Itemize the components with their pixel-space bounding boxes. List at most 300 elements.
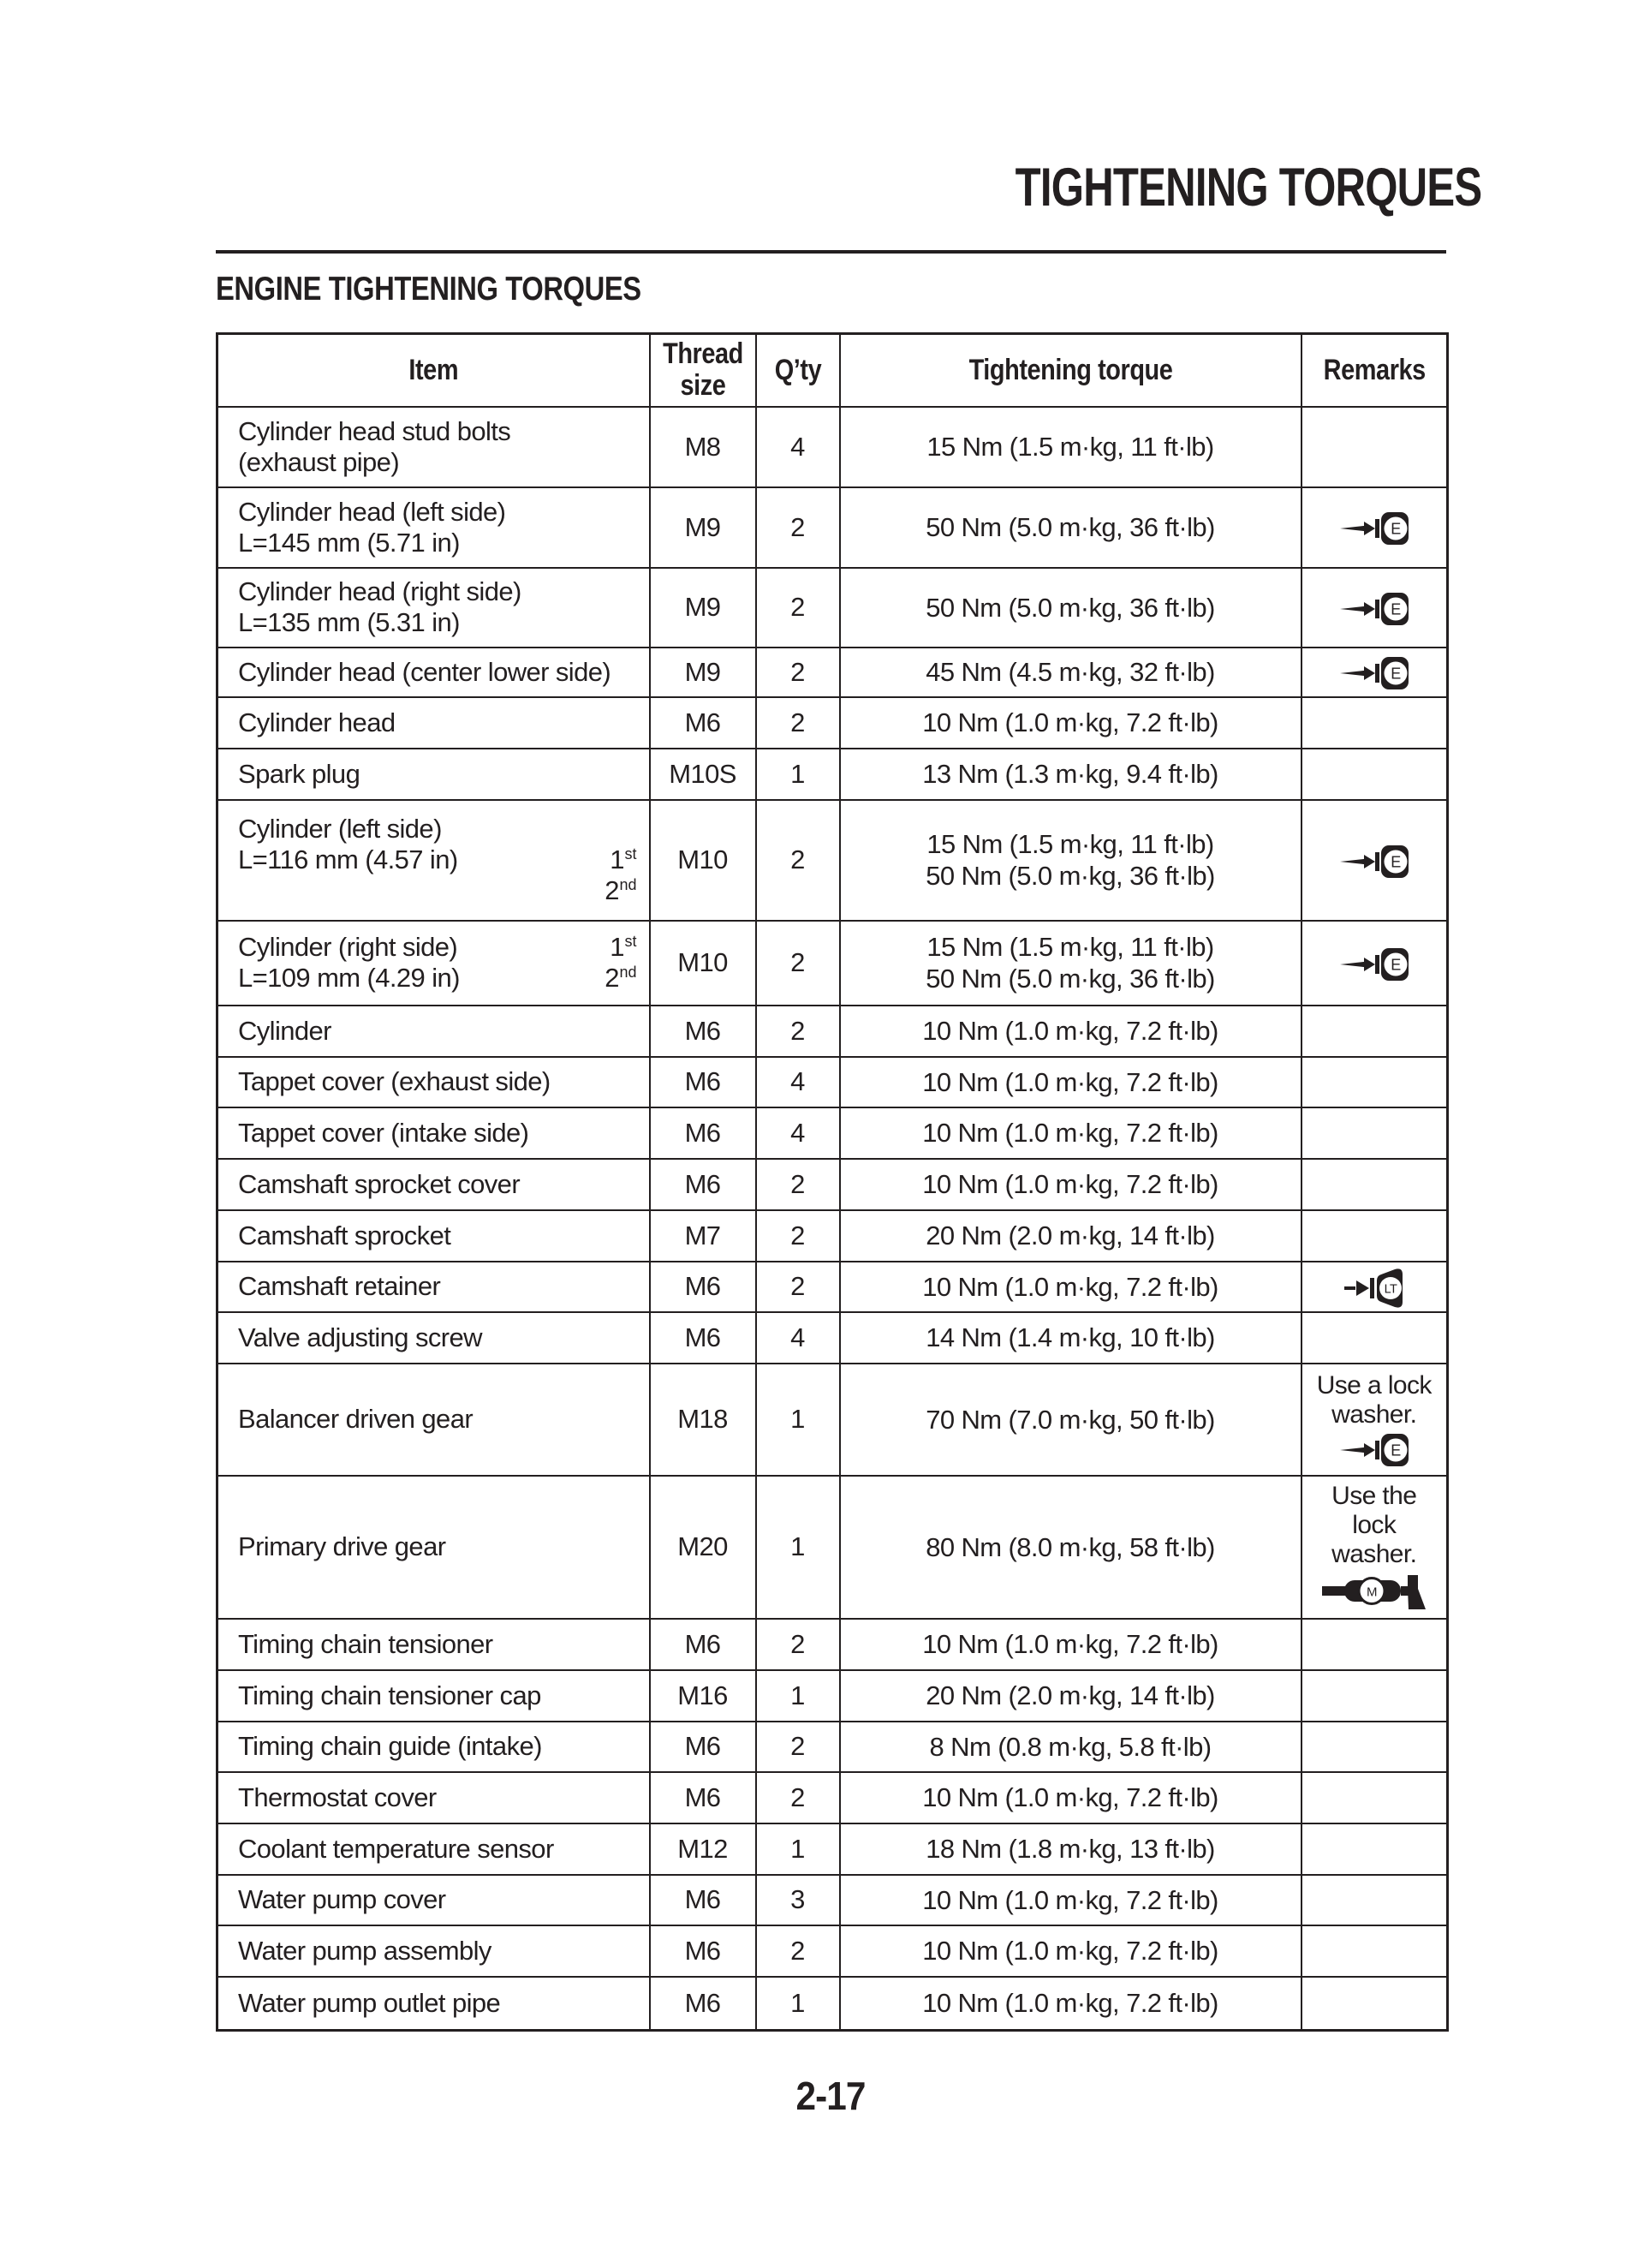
thread-size-cell: M7 [650, 1210, 756, 1262]
ordinal-suffix: nd [619, 964, 637, 981]
item-line [238, 1271, 640, 1302]
item-text: Cylinder (right side) [238, 932, 458, 962]
thread-size-cell: M12 [650, 1823, 756, 1875]
table-row [217, 1159, 1448, 1210]
header-qty [756, 334, 840, 407]
torque-cell [840, 1772, 1302, 1823]
svg-text:M: M [1366, 1585, 1377, 1599]
table-row [217, 1670, 1448, 1722]
ordinal-marker [610, 845, 636, 879]
ordinal-number: 1 [610, 845, 625, 874]
remarks-cell [1302, 648, 1448, 697]
thread-size-cell: M6 [650, 1772, 756, 1823]
item-cell [217, 1772, 650, 1823]
section-heading [216, 272, 722, 307]
thread-size-cell: M6 [650, 1312, 756, 1364]
item-text: Tappet cover (exhaust side) [238, 1066, 551, 1096]
qty-cell: 1 [756, 1977, 840, 2031]
remarks-cell [1302, 1619, 1448, 1670]
torque-value: 70 Nm (7.0 m·kg, 50 ft·lb) [926, 1404, 1215, 1435]
torque-value: 18 Nm (1.8 m·kg, 13 ft·lb) [926, 1834, 1215, 1864]
item-cell [217, 800, 650, 921]
ordinal-suffix: nd [619, 876, 637, 893]
item-cell [217, 1977, 650, 2031]
qty-cell: 3 [756, 1875, 840, 1925]
torque-value: 13 Nm (1.3 m·kg, 9.4 ft·lb) [922, 759, 1218, 789]
item-line [238, 447, 640, 478]
qty-cell: 2 [756, 1006, 840, 1057]
remarks-cell [1302, 749, 1448, 800]
page-title [884, 159, 1481, 216]
item-line [238, 875, 640, 906]
item-cell [217, 749, 650, 800]
torque-value: 20 Nm (2.0 m·kg, 14 ft·lb) [926, 1680, 1215, 1710]
remark-icon-wrap [1302, 946, 1447, 982]
torque-cell [840, 407, 1302, 487]
item-text: Cylinder head (left side) [238, 496, 506, 527]
torque-cell [840, 648, 1302, 697]
item-cell [217, 697, 650, 749]
remarks-cell [1302, 407, 1448, 487]
thread-size-cell: M9 [650, 568, 756, 648]
item-cell [217, 1262, 650, 1312]
qty-cell: 2 [756, 1210, 840, 1262]
item-text: L=109 mm (4.29 in) [238, 963, 460, 993]
thread-size-cell: M6 [650, 1619, 756, 1670]
item-line [238, 1221, 640, 1251]
qty-cell: 2 [756, 568, 840, 648]
qty-cell: 2 [756, 1262, 840, 1312]
header-item [217, 334, 650, 407]
item-cell [217, 1722, 650, 1772]
table-row [217, 1823, 1448, 1875]
torque-value: 45 Nm (4.5 m·kg, 32 ft·lb) [926, 657, 1215, 687]
loctite-icon [1343, 1266, 1405, 1310]
engine-oil-icon [1339, 946, 1409, 982]
item-cell [217, 487, 650, 568]
qty-cell: 2 [756, 697, 840, 749]
item-text: Timing chain guide (intake) [238, 1731, 542, 1761]
torque-cell [840, 1364, 1302, 1476]
qty-cell: 2 [756, 1925, 840, 1977]
remarks-cell [1302, 921, 1448, 1006]
item-line [238, 1680, 640, 1711]
item-text: Cylinder [238, 1015, 331, 1046]
remark-icon-wrap [1302, 655, 1447, 691]
svg-text:E: E [1391, 520, 1401, 538]
item-line [238, 1016, 640, 1047]
header-thread-size-label: Thread size [662, 337, 743, 403]
item-line [238, 1884, 640, 1915]
torque-value: 15 Nm (1.5 m·kg, 11 ft·lb) [926, 829, 1214, 859]
table-row [217, 1006, 1448, 1057]
qty-cell: 2 [756, 1722, 840, 1772]
qty-cell: 1 [756, 1476, 840, 1619]
table-row [217, 1619, 1448, 1670]
thread-size-cell: M6 [650, 1925, 756, 1977]
torque-cell [840, 1159, 1302, 1210]
torque-cell [840, 1722, 1302, 1772]
qty-cell: 2 [756, 921, 840, 1006]
table-row [217, 1107, 1448, 1159]
item-text: Camshaft sprocket cover [238, 1168, 521, 1199]
remarks-cell [1302, 1823, 1448, 1875]
qty-cell: 4 [756, 1107, 840, 1159]
header-remarks-label: Remarks [1323, 353, 1426, 386]
header-remarks [1302, 334, 1448, 407]
thread-size-cell: M16 [650, 1670, 756, 1722]
item-line [238, 416, 640, 447]
remark-icon-wrap [1302, 844, 1447, 880]
item-text: Water pump cover [238, 1884, 446, 1914]
remarks-cell [1302, 697, 1448, 749]
ordinal-marker [605, 875, 636, 910]
item-text: Cylinder (left side) [238, 814, 442, 844]
torque-value: 15 Nm (1.5 m·kg, 11 ft·lb) [926, 932, 1214, 962]
item-text: L=135 mm (5.31 in) [238, 607, 460, 637]
section-heading-text: ENGINE TIGHTENING TORQUES [216, 271, 641, 307]
torque-value: 10 Nm (1.0 m·kg, 7.2 ft·lb) [922, 1271, 1218, 1302]
item-line [238, 528, 640, 558]
torque-value: 8 Nm (0.8 m·kg, 5.8 ft·lb) [929, 1731, 1212, 1762]
item-cell [217, 1057, 650, 1107]
item-text: Balancer driven gear [238, 1404, 474, 1434]
torque-cell [840, 1823, 1302, 1875]
item-line [238, 1169, 640, 1200]
ordinal-marker [610, 932, 636, 966]
item-line [238, 1531, 640, 1562]
thread-size-cell: M6 [650, 697, 756, 749]
item-text: L=145 mm (5.71 in) [238, 527, 460, 558]
remark-icon-wrap [1302, 591, 1447, 627]
item-text: Primary drive gear [238, 1531, 446, 1561]
molybdenum-grease-icon [1322, 1572, 1427, 1613]
svg-text:LT: LT [1384, 1282, 1397, 1296]
title-rule [216, 250, 1446, 254]
item-text: Valve adjusting screw [238, 1322, 482, 1352]
table-row [217, 1262, 1448, 1312]
item-text: Water pump outlet pipe [238, 1987, 501, 2018]
item-text: L=116 mm (4.57 in) [238, 845, 458, 874]
thread-size-cell: M6 [650, 1159, 756, 1210]
qty-cell: 4 [756, 407, 840, 487]
item-line [238, 1066, 640, 1097]
torque-cell [840, 487, 1302, 568]
item-cell [217, 921, 650, 1006]
item-cell [217, 1006, 650, 1057]
item-line [238, 1731, 640, 1762]
table-row [217, 1476, 1448, 1619]
table-row [217, 648, 1448, 697]
item-cell [217, 1476, 650, 1619]
page-title-text: TIGHTENING TORQUES [1015, 158, 1481, 218]
torque-cell [840, 1977, 1302, 2031]
torque-value: 14 Nm (1.4 m·kg, 10 ft·lb) [926, 1322, 1215, 1352]
remarks-cell [1302, 1977, 1448, 2031]
table-row [217, 407, 1448, 487]
item-line [238, 1782, 640, 1813]
remark-icon-wrap [1302, 1432, 1447, 1468]
item-line [238, 1404, 640, 1435]
remark-icon-wrap [1302, 1266, 1447, 1310]
remarks-cell [1302, 487, 1448, 568]
qty-cell: 4 [756, 1312, 840, 1364]
table-head [217, 334, 1448, 407]
item-line [238, 1322, 640, 1353]
item-cell [217, 1312, 650, 1364]
torque-value: 15 Nm (1.5 m·kg, 11 ft·lb) [926, 432, 1214, 462]
remark-text: Use the [1331, 1481, 1417, 1510]
torque-cell [840, 1210, 1302, 1262]
item-cell [217, 1670, 650, 1722]
table-row [217, 487, 1448, 568]
ordinal-number: 1 [610, 932, 625, 962]
torque-cell [840, 1107, 1302, 1159]
qty-cell: 4 [756, 1057, 840, 1107]
item-line [238, 1936, 640, 1967]
remark-text: washer. [1331, 1400, 1417, 1429]
item-line [238, 1118, 640, 1149]
thread-size-cell: M10 [650, 800, 756, 921]
thread-size-cell: M9 [650, 648, 756, 697]
item-cell [217, 568, 650, 648]
item-cell [217, 1619, 650, 1670]
item-cell [217, 1925, 650, 1977]
remarks-cell [1302, 1364, 1448, 1476]
item-cell [217, 1364, 650, 1476]
item-line [238, 497, 640, 528]
thread-size-cell: M6 [650, 1875, 756, 1925]
item-line [238, 932, 640, 963]
item-line [238, 1834, 640, 1865]
torque-value: 10 Nm (1.0 m·kg, 7.2 ft·lb) [922, 1936, 1218, 1966]
item-text: Coolant temperature sensor [238, 1833, 554, 1864]
item-text: Cylinder head (right side) [238, 576, 521, 606]
ordinal-suffix: st [624, 845, 637, 862]
item-line [238, 707, 640, 738]
table-row [217, 1722, 1448, 1772]
remark-icon-wrap [1302, 510, 1447, 546]
remarks-cell [1302, 568, 1448, 648]
remarks-cell [1302, 1159, 1448, 1210]
item-line [238, 1988, 640, 2019]
remark-text: Use a lock [1316, 1370, 1432, 1400]
table-row [217, 568, 1448, 648]
torque-value: 50 Nm (5.0 m·kg, 36 ft·lb) [926, 512, 1215, 542]
torque-value: 10 Nm (1.0 m·kg, 7.2 ft·lb) [922, 1629, 1218, 1659]
item-cell [217, 407, 650, 487]
torque-value: 10 Nm (1.0 m·kg, 7.2 ft·lb) [922, 1169, 1218, 1199]
item-line [238, 607, 640, 638]
header-tightening-torque [840, 334, 1302, 407]
table-row [217, 1772, 1448, 1823]
item-text: Cylinder head [238, 707, 396, 737]
torque-cell [840, 800, 1302, 921]
header-tightening-torque-label: Tightening torque [968, 353, 1172, 386]
engine-oil-icon [1339, 510, 1409, 546]
svg-text:E: E [1391, 600, 1401, 618]
item-text: Cylinder head stud bolts [238, 415, 511, 446]
torque-cell [840, 1670, 1302, 1722]
qty-cell: 2 [756, 1159, 840, 1210]
torque-value: 10 Nm (1.0 m·kg, 7.2 ft·lb) [922, 1988, 1218, 2019]
remarks-cell [1302, 1476, 1448, 1619]
torque-value: 10 Nm (1.0 m·kg, 7.2 ft·lb) [922, 1066, 1218, 1097]
ordinal-marker [605, 963, 636, 997]
engine-oil-icon [1339, 1432, 1409, 1468]
item-text: (exhaust pipe) [238, 446, 400, 477]
qty-cell: 1 [756, 1364, 840, 1476]
item-text: Camshaft sprocket [238, 1220, 451, 1250]
thread-size-cell: M6 [650, 1006, 756, 1057]
table-header-row [217, 334, 1448, 407]
table-row [217, 1977, 1448, 2031]
torque-cell [840, 749, 1302, 800]
header-thread-size [650, 334, 756, 407]
torque-cell [840, 921, 1302, 1006]
remarks-cell [1302, 1772, 1448, 1823]
torque-value: 80 Nm (8.0 m·kg, 58 ft·lb) [926, 1531, 1215, 1562]
thread-size-cell: M6 [650, 1057, 756, 1107]
item-line [238, 576, 640, 607]
remarks-cell [1302, 1722, 1448, 1772]
engine-oil-icon [1339, 655, 1409, 691]
item-cell [217, 648, 650, 697]
remarks-cell [1302, 1925, 1448, 1977]
qty-cell: 1 [756, 1823, 840, 1875]
thread-size-cell: M10 [650, 921, 756, 1006]
remarks-cell [1302, 1210, 1448, 1262]
remarks-cell [1302, 1107, 1448, 1159]
qty-cell: 2 [756, 1772, 840, 1823]
item-cell [217, 1823, 650, 1875]
item-line [238, 814, 640, 845]
torque-cell [840, 1057, 1302, 1107]
thread-size-cell: M18 [650, 1364, 756, 1476]
torque-value: 50 Nm (5.0 m·kg, 36 ft·lb) [926, 964, 1215, 994]
torque-cell [840, 1619, 1302, 1670]
page-number [216, 2073, 1446, 2119]
ordinal-number: 2 [605, 963, 620, 993]
engine-oil-icon [1339, 844, 1409, 880]
table-row [217, 921, 1448, 1006]
torque-value: 10 Nm (1.0 m·kg, 7.2 ft·lb) [922, 1884, 1218, 1915]
remarks-cell [1302, 1312, 1448, 1364]
item-text: Spark plug [238, 758, 360, 789]
item-text: Cylinder head (center lower side) [238, 656, 611, 687]
header-qty-label: Q’ty [774, 353, 821, 386]
item-cell [217, 1107, 650, 1159]
item-text: Timing chain tensioner cap [238, 1680, 541, 1710]
thread-size-cell: M6 [650, 1722, 756, 1772]
remarks-cell [1302, 1057, 1448, 1107]
table-row [217, 697, 1448, 749]
torque-value: 10 Nm (1.0 m·kg, 7.2 ft·lb) [922, 1782, 1218, 1812]
qty-cell: 1 [756, 749, 840, 800]
page-number-text: 2-17 [795, 2074, 867, 2118]
table-row [217, 1057, 1448, 1107]
table-row [217, 800, 1448, 921]
item-cell [217, 1159, 650, 1210]
item-line [238, 845, 640, 875]
engine-tightening-torques-table [216, 332, 1449, 2032]
svg-text:E: E [1391, 853, 1401, 870]
torque-cell [840, 1476, 1302, 1619]
remarks-cell [1302, 1006, 1448, 1057]
item-cell [217, 1210, 650, 1262]
thread-size-cell: M6 [650, 1107, 756, 1159]
torque-value: 50 Nm (5.0 m·kg, 36 ft·lb) [926, 861, 1215, 891]
thread-size-cell: M8 [650, 407, 756, 487]
item-text: Tappet cover (intake side) [238, 1117, 529, 1148]
torque-value: 20 Nm (2.0 m·kg, 14 ft·lb) [926, 1221, 1215, 1250]
header-item-label: Item [408, 353, 459, 386]
torque-value: 10 Nm (1.0 m·kg, 7.2 ft·lb) [922, 1016, 1218, 1046]
torque-value: 10 Nm (1.0 m·kg, 7.2 ft·lb) [922, 1118, 1218, 1148]
item-line [238, 759, 640, 790]
thread-size-cell: M6 [650, 1262, 756, 1312]
svg-text:E: E [1391, 1441, 1401, 1459]
qty-cell: 1 [756, 1670, 840, 1722]
table-row [217, 749, 1448, 800]
torque-cell [840, 1006, 1302, 1057]
ordinal-number: 2 [605, 875, 620, 905]
item-line [238, 1629, 640, 1660]
table-row [217, 1210, 1448, 1262]
torque-value: 50 Nm (5.0 m·kg, 36 ft·lb) [926, 592, 1215, 623]
svg-text:E: E [1391, 665, 1401, 683]
table-row [217, 1875, 1448, 1925]
torque-value: 10 Nm (1.0 m·kg, 7.2 ft·lb) [922, 707, 1218, 737]
qty-cell: 2 [756, 487, 840, 568]
thread-size-cell: M9 [650, 487, 756, 568]
table-body [217, 407, 1448, 2031]
item-cell [217, 1875, 650, 1925]
item-text: Thermostat cover [238, 1782, 437, 1812]
remarks-cell [1302, 1875, 1448, 1925]
torque-cell [840, 1925, 1302, 1977]
remark-text: washer. [1331, 1539, 1417, 1568]
thread-size-cell: M6 [650, 1977, 756, 2031]
remark-text: lock [1352, 1510, 1397, 1539]
remarks-cell [1302, 1670, 1448, 1722]
torque-cell [840, 697, 1302, 749]
item-text: Timing chain tensioner [238, 1628, 493, 1659]
table-row [217, 1925, 1448, 1977]
torque-cell [840, 1262, 1302, 1312]
item-text: Water pump assembly [238, 1935, 491, 1966]
torque-cell [840, 1875, 1302, 1925]
ordinal-suffix: st [624, 933, 637, 950]
item-line [238, 963, 640, 994]
table-row [217, 1364, 1448, 1476]
torque-cell [840, 1312, 1302, 1364]
item-line [238, 657, 640, 688]
torque-cell [840, 568, 1302, 648]
svg-text:E: E [1391, 956, 1401, 973]
thread-size-cell: M20 [650, 1476, 756, 1619]
thread-size-cell: M10S [650, 749, 756, 800]
qty-cell: 2 [756, 800, 840, 921]
remarks-cell [1302, 800, 1448, 921]
qty-cell: 2 [756, 648, 840, 697]
qty-cell: 2 [756, 1619, 840, 1670]
engine-oil-icon [1339, 591, 1409, 627]
remarks-cell [1302, 1262, 1448, 1312]
item-text: Camshaft retainer [238, 1271, 441, 1301]
table-row [217, 1312, 1448, 1364]
remark-icon-wrap [1302, 1572, 1447, 1613]
